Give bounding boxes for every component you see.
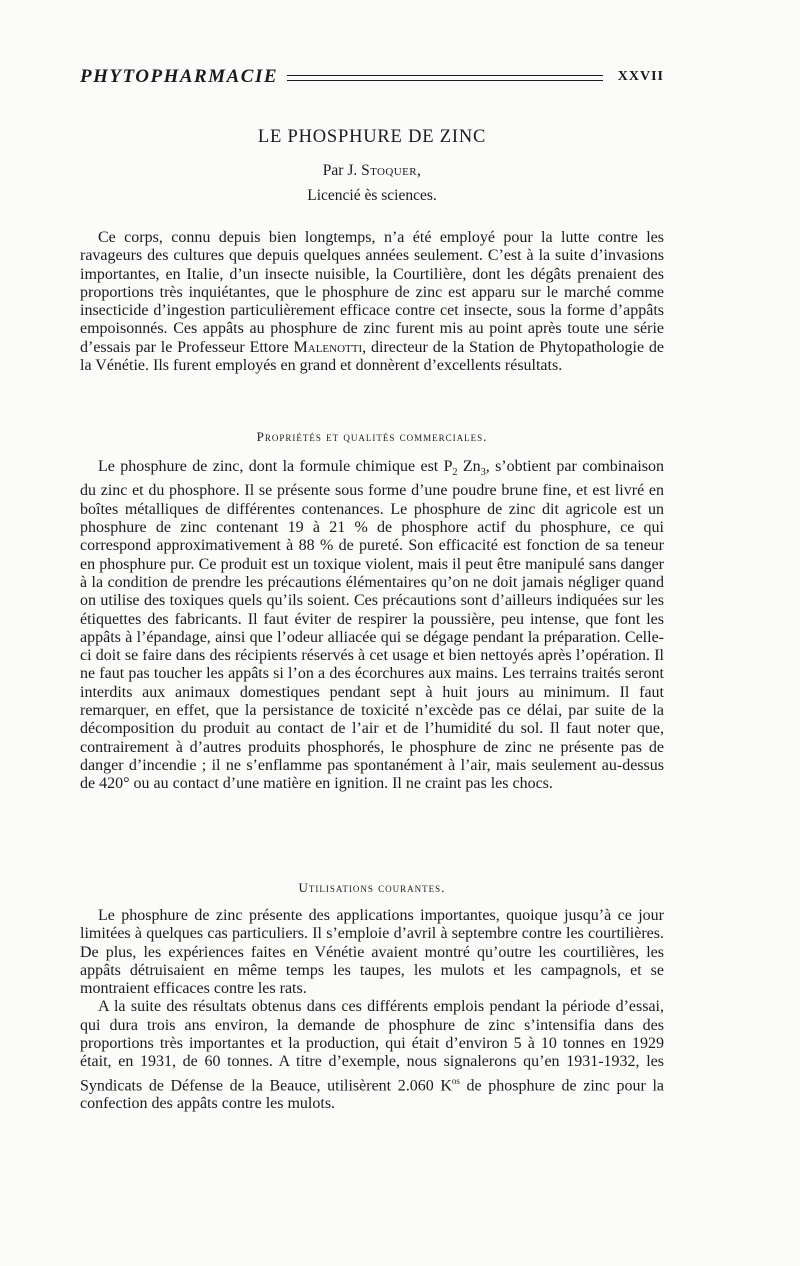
superscript: os xyxy=(451,1075,460,1086)
intro-paragraph xyxy=(80,229,664,375)
text-run: Ce corps, connu depuis bien longtemps, n’a été employé pour la lutte contre les ravageurs des cultures que depuis quelques années seulement. C’est à la suite d’invasions importantes, en Italie, d’un insecte nuisible, la Courtilière, dont les dégâts prenaient des proportions très inquiétantes, que le phosphure de zinc est apparu sur le marché comme insecticide d’ingestion particulièrement efficace contre cet insecte, sous la forme d’appâts empoisonnés. Ces appâts au phosphure de zinc furent mis au point après toute une série d’essais par le Professeur Ettore xyxy=(80,229,664,356)
section-heading-uses: Utilisations courantes. xyxy=(298,880,446,895)
person-name: Malenotti, xyxy=(293,338,367,356)
author-line xyxy=(80,162,664,180)
properties-section xyxy=(80,458,664,794)
running-head xyxy=(80,66,664,92)
subscript: 2 xyxy=(452,467,458,479)
journal-title: PHYTOPHARMACIE xyxy=(80,66,279,87)
author-name: Stoquer, xyxy=(361,162,422,179)
text-run: de phosphure de zinc pour la confection des appâts contre les mulots. xyxy=(80,1077,665,1113)
intro-section xyxy=(80,229,664,375)
section-heading-properties: Propriétés et qualités commerciales. xyxy=(256,429,488,444)
page-number: XXVII xyxy=(617,69,664,84)
author-affiliation: Licencié ès sciences. xyxy=(307,187,437,204)
text-run: directeur de la Station de Phytopathologie de la Vénétie. Ils furent employés en grand et donnèrent d’excellents résultats. xyxy=(80,338,665,375)
author-by: Par J. xyxy=(322,162,358,179)
text-run: , s’obtient par combinaison du zinc et du phosphore. Il se présente sous forme d’une poudre brune fine, et est livré en boîtes métalliques de différentes contenances. Le phosphure de zinc dit agricole est un phosphure de zinc contenant 19 à 21 % de phosphore actif du phosphure, ce qui correspond approximativement à 88 % de pureté. Son efficacité est fonction de sa teneur en phosphure pur. Ce produit est un toxique violent, mais il peut être manipulé sans danger à la condition de prendre les précautions élémentaires qu’on ne doit jamais négliger quand on utilise des toxiques quels qu’ils soient. Ces précautions sont d’ailleurs indiquées sur les étiquettes des fabricants. Il faut éviter de respirer la poussière, peu intense, que font les appâts à l’épandage, ainsi que l’odeur alliacée qui se dégage pendant la préparation. Celle-ci doit se faire dans des récipients réservés à cet usage et bien nettoyés après l’opération. Il ne faut pas toucher les appâts si l’on a des écorchures aux mains. Les terrains traités seront interdits aux animaux domestiques pendant sept à huit jours au minimum. Il faut remarquer, en effet, que la persistance de toxicité n’excède pas ce délai, par suite de la décomposition du produit au contact de l’air et de l’humidité du sol. Il faut noter que, contrairement à d’autres produits phosphorés, le phosphure de zinc ne présente pas de danger d’incendie ; il ne s’enflamme pas spontanément à l’air, mais seulement au-dessus de 420° ou au contact d’une matière en ignition. Il ne craint pas les chocs. xyxy=(80,458,665,793)
uses-paragraph-1: Le phosphure de zinc présente des applications importantes, quoique jusqu’à ce jour limitées à quelques cas particuliers. Il s’emploie d’avril à septembre contre les courtilières. De plus, les expériences faites en Vénétie avaient montré qu’outre les courtilières, les appâts détruisaient en même temps les taupes, les mulots et les campagnols, et se montraient efficaces contre les rats. xyxy=(80,907,664,998)
subscript: 3 xyxy=(480,467,486,479)
header-double-rule xyxy=(287,75,603,81)
text-run: A la suite des résultats obtenus dans ces différents emplois pendant la période d’essai, qui dura trois ans environ, la demande de phosphure de zinc s’intensifia dans des proportions très importantes et la production, qui était d’environ 5 à 10 tonnes en 1929 était, en 1931, de 60 tonnes. A titre d’exemple, nous signalerons qu’en 1931-1932, les Syndicats de Défense de la Beauce, utilisèrent 2.060 K xyxy=(80,998,664,1094)
uses-section xyxy=(80,907,664,1114)
properties-paragraph xyxy=(80,458,664,794)
uses-paragraph-2 xyxy=(80,998,664,1113)
text-run: Le phosphure de zinc, dont la formule chimique est P xyxy=(98,458,453,475)
article-title: LE PHOSPHURE DE ZINC xyxy=(257,127,487,147)
text-run: Zn xyxy=(457,458,481,475)
